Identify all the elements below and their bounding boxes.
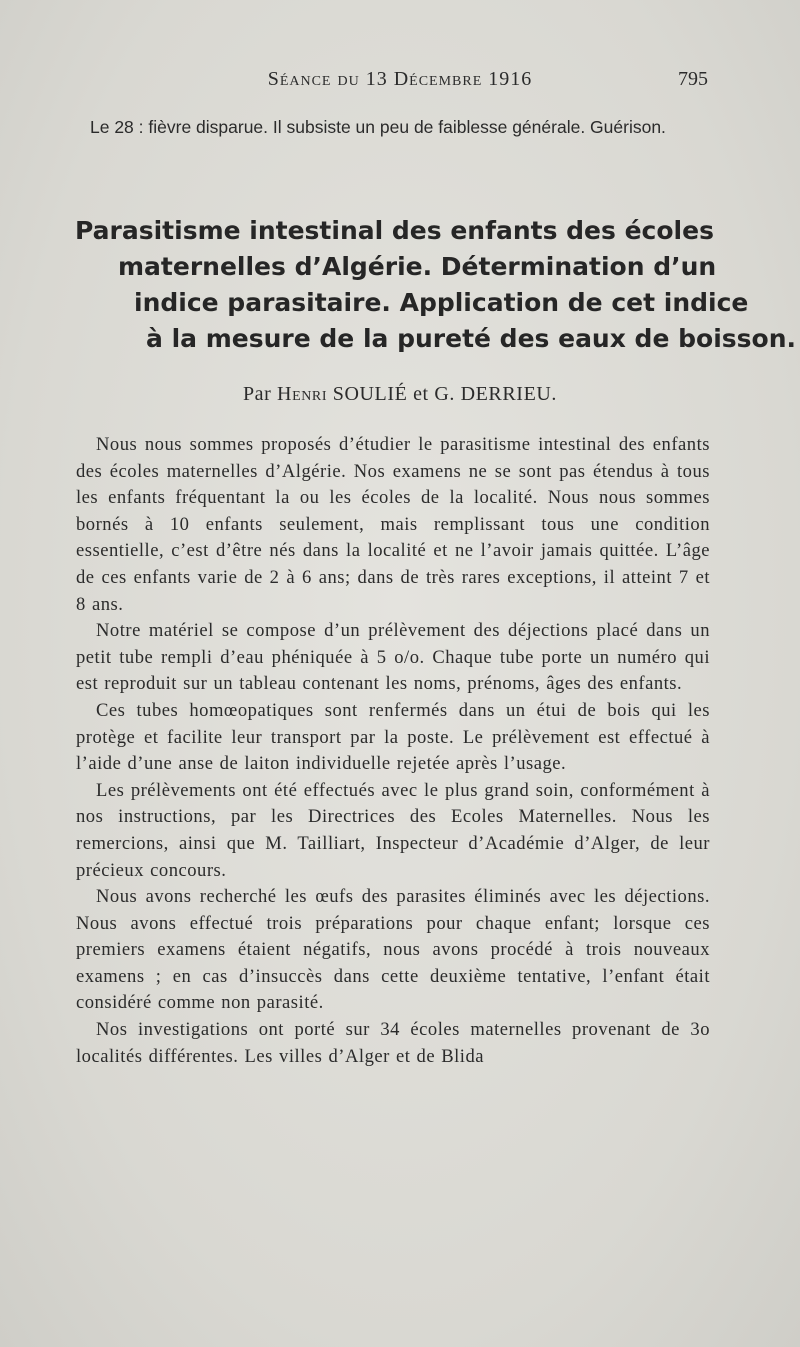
author-last-name: SOULIÉ — [332, 383, 408, 405]
article-title — [0, 213, 800, 357]
title-line: indice parasitaire. Application de cet indice — [134, 288, 749, 317]
byline-conjunction: et — [413, 383, 429, 405]
title-line: maternelles d’Algérie. Détermination d’un — [118, 252, 717, 281]
byline-prefix: Par — [242, 383, 272, 405]
carryover-paragraph: Le 28 : fièvre disparue. Il subsiste un peu de faiblesse générale. Guérison. — [90, 117, 666, 137]
author-first-name: Henri — [277, 383, 328, 405]
paragraph: Nous nous sommes proposés d’étudier le parasitisme intestinal des enfants des écoles maternelles d’Algérie. Nos examens ne se sont pas étendus à tous les enfants fréquentant la ou les écoles de la localité. Nous nous sommes bornés à 10 enfants seulement, mais remplissant tous une condition essentielle, c’est d’être nés dans la localité et ne l’avoir jamais quittée. L’âge de ces enfants varie de 2 à 6 ans; dans de très rares exceptions, il atteint 7 et 8 ans. — [76, 434, 710, 615]
article-body — [76, 432, 710, 1070]
page-number: 795 — [678, 68, 708, 90]
running-head — [0, 68, 800, 98]
byline — [0, 383, 800, 406]
title-line: à la mesure de la pureté des eaux de boisson. — [146, 324, 796, 353]
paragraph: Notre matériel se compose d’un prélèvement des déjections placé dans un petit tube rempli d’eau phéniquée à 5 o/o. Chaque tube porte un numéro qui est reproduit sur un tableau contenant les noms, prénoms, âges des enfants. — [76, 620, 710, 695]
paragraph: Ces tubes homœopatiques sont renfermés dans un étui de bois qui les protège et facilite leur transport par la poste. Le prélèvement est effectué à l’aide d’une anse de laiton individuelle rejetée après l’usage. — [76, 699, 710, 775]
paragraph: Nous avons recherché les œufs des parasites éliminés avec les déjections. Nous avons effectué trois préparations pour chaque enfant; lorsque ces premiers examens étaient négatifs, nous avons procédé à trois nouveaux examens ; en cas d’insuccès dans cette deuxième tentative, l’enfant était considéré comme non parasité. — [76, 886, 710, 1014]
paragraph: Nos investigations ont porté sur 34 écoles maternelles provenant de 3o localités différentes. Les villes d’Alger et de Blida — [76, 1019, 710, 1067]
title-line: Parasitisme intestinal des enfants des écoles — [75, 216, 714, 245]
second-author: G. DERRIEU. — [434, 383, 558, 405]
running-title: Séance du 13 Décembre 1916 — [267, 68, 533, 90]
paragraph: Les prélèvements ont été effectués avec le plus grand soin, conformément à nos instructions, par les Directrices des Ecoles Maternelles. Nous les remercions, ainsi que M. Tailliart, Inspecteur d’Académie d’Alger, de leur précieux concours. — [76, 779, 710, 881]
